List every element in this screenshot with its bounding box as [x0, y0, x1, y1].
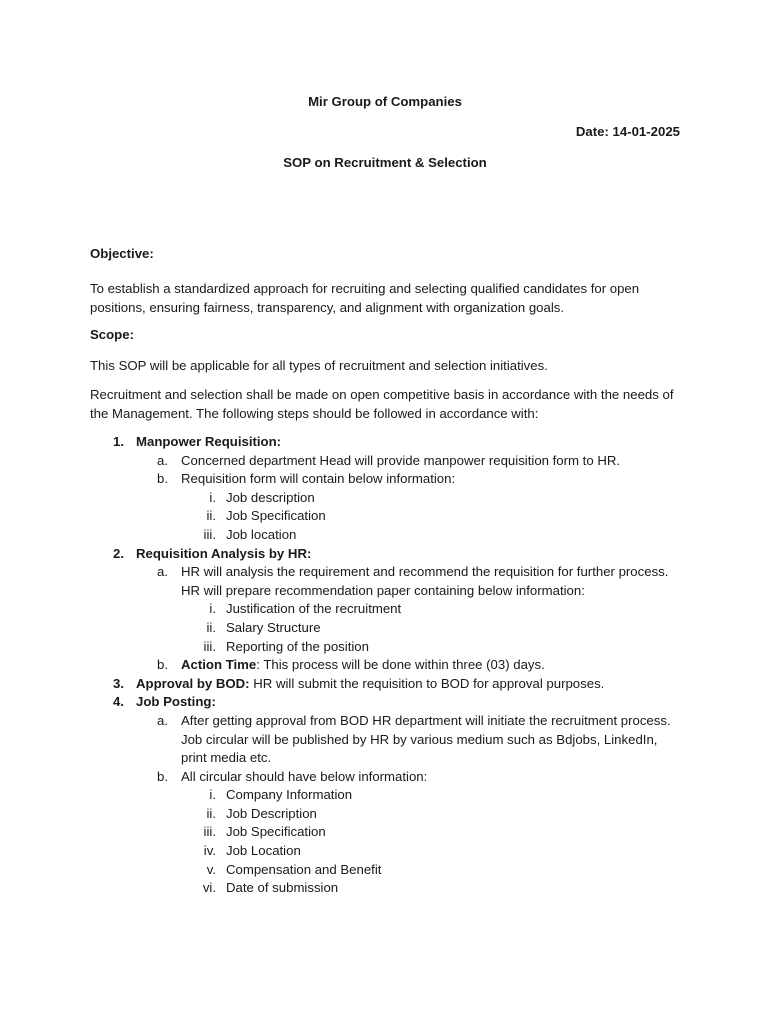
step-text	[136, 545, 682, 564]
sub-step-description: Concerned department Head will provide manpower requisition form to HR.	[181, 452, 621, 468]
sub-step-item	[90, 656, 682, 675]
document-date: Date: 14-01-2025	[575, 124, 680, 139]
step-text	[136, 433, 682, 452]
step-item	[90, 693, 682, 712]
step-title: Manpower Requisition:	[136, 434, 282, 449]
scope-text: This SOP will be applicable for all types of recruitment and selection initiatives.	[90, 358, 548, 373]
info-item	[90, 823, 682, 842]
info-item	[90, 619, 682, 638]
sub-step-item	[90, 768, 682, 787]
info-item	[90, 638, 682, 657]
info-item	[90, 861, 682, 880]
step-item	[90, 675, 682, 694]
info-item-numeral: i.	[209, 787, 216, 803]
step-text	[136, 693, 682, 712]
info-item-numeral: ii.	[206, 508, 216, 524]
sub-step-text	[181, 563, 682, 600]
info-item-numeral: ii.	[206, 619, 216, 635]
step-number: 1.	[113, 434, 124, 449]
sub-step-item	[90, 712, 682, 768]
info-item-text: Job Description	[226, 805, 317, 821]
info-item-text: Company Information	[226, 787, 353, 803]
info-item-text: Reporting of the position	[226, 638, 369, 654]
info-item-text: Job Location	[226, 843, 301, 859]
sub-step-item	[90, 470, 682, 489]
objective-heading: Objective:	[90, 246, 154, 261]
info-item-numeral: iii.	[203, 824, 216, 840]
sub-step-description: Requisition form will contain below information:	[181, 471, 456, 487]
sub-step-description: HR will analysis the requirement and recommend the requisition for further process. HR will prepare recommendation paper containing below information:	[181, 564, 669, 598]
sub-step-text	[181, 656, 682, 675]
scope-heading: Scope:	[90, 327, 134, 342]
step-text	[136, 675, 682, 694]
step-number: 3.	[113, 675, 124, 691]
info-item-text: Job description	[226, 489, 315, 505]
step-item	[90, 545, 682, 564]
sub-step-description: : This process will be done within three (03) days.	[256, 657, 545, 673]
sub-step-description: After getting approval from BOD HR department will initiate the recruitment process. Job circular will be published by HR by various medium such as Bdjobs, LinkedIn, print media etc.	[181, 712, 671, 766]
info-item	[90, 526, 682, 545]
sub-step-text	[181, 768, 682, 787]
step-number: 2.	[113, 545, 124, 561]
step-description: HR will submit the requisition to BOD for approval purposes.	[249, 675, 605, 691]
sub-step-letter: b.	[157, 768, 168, 784]
info-item	[90, 805, 682, 824]
company-name: Mir Group of Companies	[308, 94, 462, 109]
step-number: 4.	[113, 694, 124, 710]
sub-step-description: All circular should have below information:	[181, 768, 428, 784]
info-item	[90, 600, 682, 619]
objective-text: To establish a standardized approach for recruiting and selecting qualified candidates for open positions, ensuring fairness, transparency, and alignment with organization goals.	[90, 281, 640, 315]
info-item-text: Job Specification	[226, 824, 326, 840]
document-page	[90, 0, 680, 1024]
sub-step-letter: a.	[157, 452, 168, 468]
info-item-numeral: vi.	[202, 880, 216, 896]
step-item	[90, 433, 682, 452]
steps-list	[90, 433, 682, 898]
info-item-numeral: ii.	[206, 805, 216, 821]
info-item-numeral: i.	[209, 489, 216, 505]
info-item-numeral: v.	[206, 861, 216, 877]
info-item	[90, 842, 682, 861]
info-item	[90, 879, 682, 898]
info-item-text: Job location	[226, 526, 297, 542]
sub-step-item	[90, 563, 682, 600]
info-item	[90, 786, 682, 805]
info-item-text: Salary Structure	[226, 619, 321, 635]
info-item-text: Justification of the recruitment	[226, 601, 402, 617]
step-title: Requisition Analysis by HR:	[136, 545, 312, 561]
info-item-text: Compensation and Benefit	[226, 861, 382, 877]
info-item-numeral: iii.	[203, 526, 216, 542]
info-item-text: Job Specification	[226, 508, 326, 524]
sub-step-letter: a.	[157, 712, 168, 728]
sub-step-letter: b.	[157, 471, 168, 487]
sub-step-label: Action Time	[181, 657, 257, 673]
document-title: SOP on Recruitment & Selection	[283, 155, 487, 170]
sub-step-letter: a.	[157, 564, 168, 580]
sub-step-text	[181, 470, 682, 489]
info-item-numeral: i.	[209, 601, 216, 617]
info-item	[90, 489, 682, 508]
scope-procedure-text: Recruitment and selection shall be made on open competitive basis in accordance with the needs of the Management. The following steps should be followed in accordance with:	[90, 387, 674, 421]
info-item-numeral: iii.	[203, 638, 216, 654]
sub-step-item	[90, 452, 682, 471]
sub-step-text	[181, 712, 682, 768]
sub-step-text	[181, 452, 682, 471]
info-item-numeral: iv.	[203, 843, 216, 859]
sub-step-letter: b.	[157, 657, 168, 673]
step-title: Approval by BOD:	[136, 675, 250, 691]
info-item-text: Date of submission	[226, 880, 339, 896]
step-title: Job Posting:	[136, 694, 216, 710]
info-item	[90, 507, 682, 526]
